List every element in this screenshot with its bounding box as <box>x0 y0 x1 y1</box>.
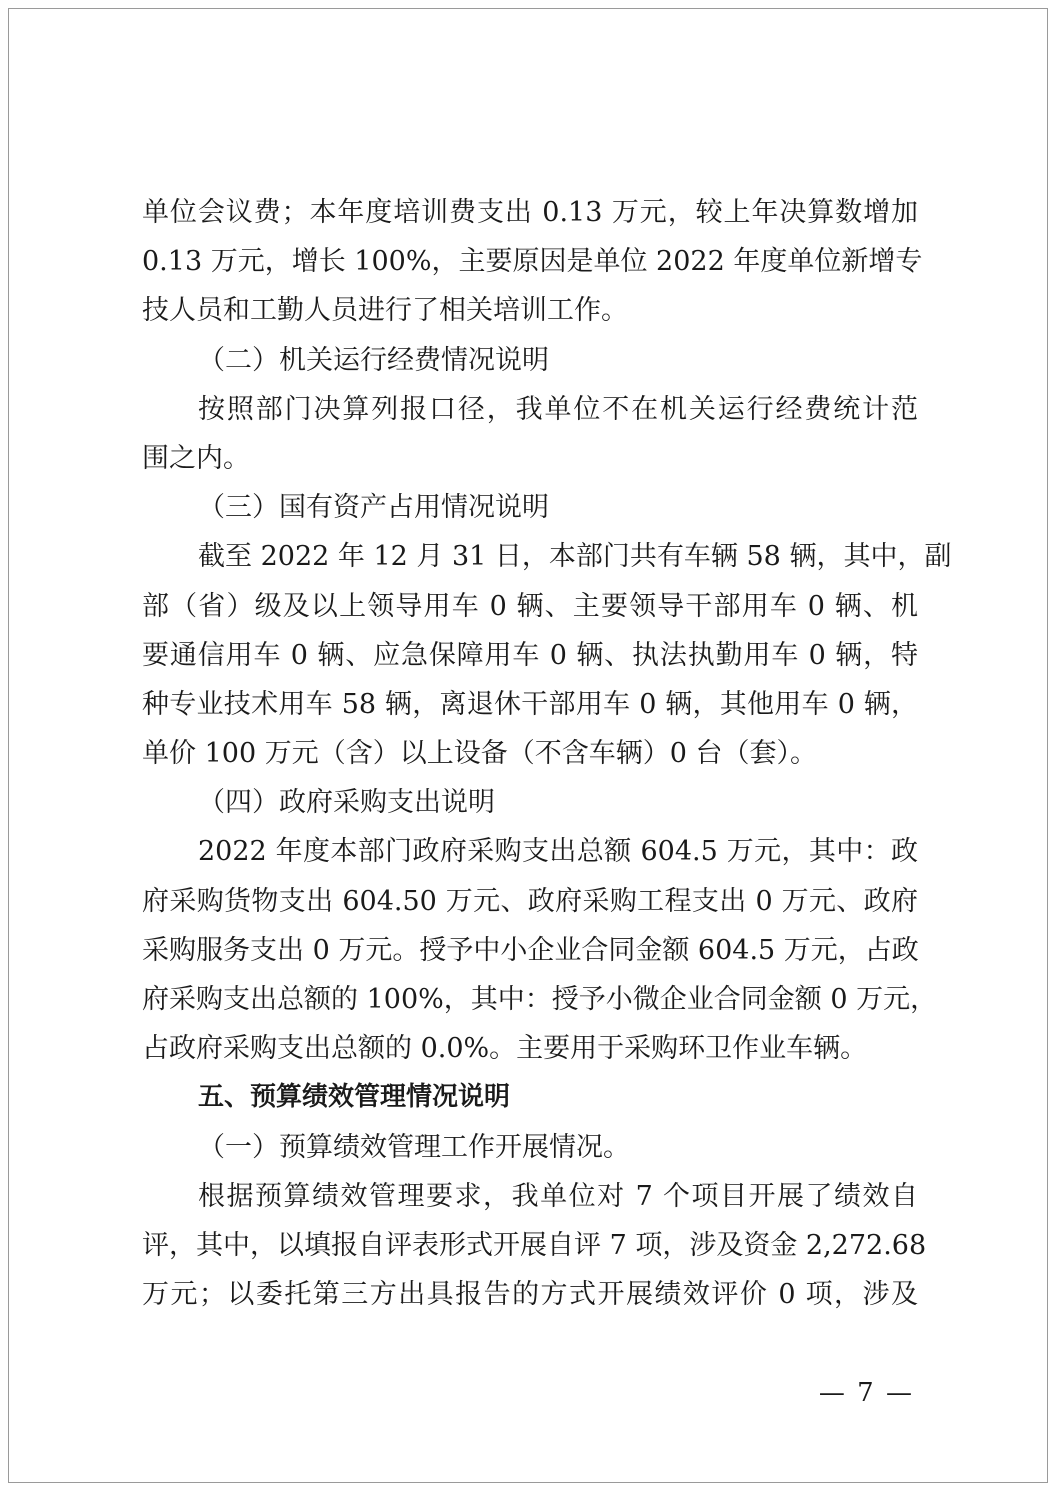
paragraph-line: 府采购支出总额的 100%，其中：授予小微企业合同金额 0 万元， <box>142 984 938 1015</box>
paragraph-line: 种专业技术用车 58 辆，离退休干部用车 0 辆，其他用车 0 辆， <box>142 688 918 720</box>
paragraph-line: 采购服务支出 0 万元。授予中小企业合同金额 604.5 万元，占政 <box>142 934 919 966</box>
paragraph-line: 部（省）级及以上领导用车 0 辆、主要领导干部用车 0 辆、机 <box>142 590 918 622</box>
paragraph-line: 府采购货物支出 604.50 万元、政府采购工程支出 0 万元、政府 <box>142 885 918 917</box>
section-heading-performance: 五、预算绩效管理情况说明 <box>198 1082 511 1113</box>
paragraph-line: 技人员和工勤人员进行了相关培训工作。 <box>142 295 628 327</box>
section-heading-performance-work: （一）预算绩效管理工作开展情况。 <box>198 1131 630 1163</box>
section-heading-procurement: （四）政府采购支出说明 <box>198 787 495 819</box>
page-number: — 7 — <box>818 1378 914 1408</box>
paragraph-line: 2022 年度本部门政府采购支出总额 604.5 万元，其中：政 <box>198 836 918 868</box>
paragraph-line: 围之内。 <box>142 442 250 474</box>
paragraph-line: 单位会议费；本年度培训费支出 0.13 万元，较上年决算数增加 <box>142 197 918 228</box>
section-heading-admin-costs: （二）机关运行经费情况说明 <box>198 344 549 376</box>
section-heading-state-assets: （三）国有资产占用情况说明 <box>198 492 549 524</box>
paragraph-line: 万元；以委托第三方出具报告的方式开展绩效评价 0 项，涉及 <box>142 1279 918 1311</box>
paragraph-line: 评，其中，以填报自评表形式开展自评 7 项，涉及资金 2,272.68 <box>142 1229 927 1261</box>
paragraph-line: 截至 2022 年 12 月 31 日，本部门共有车辆 58 辆，其中，副 <box>198 541 952 573</box>
paragraph-line: 要通信用车 0 辆、应急保障用车 0 辆、执法执勤用车 0 辆，特 <box>142 639 918 671</box>
document-body <box>142 188 952 1319</box>
paragraph-line: 占政府采购支出总额的 0.0%。主要用于采购环卫作业车辆。 <box>142 1033 868 1065</box>
paragraph-line: 0.13 万元，增长 100%，主要原因是单位 2022 年度单位新增专 <box>142 246 923 278</box>
paragraph-line: 单价 100 万元（含）以上设备（不含车辆）0 台（套）。 <box>142 738 817 770</box>
paragraph-line: 按照部门决算列报口径，我单位不在机关运行经费统计范 <box>198 393 918 425</box>
paragraph-line: 根据预算绩效管理要求，我单位对 7 个项目开展了绩效自 <box>198 1180 918 1212</box>
